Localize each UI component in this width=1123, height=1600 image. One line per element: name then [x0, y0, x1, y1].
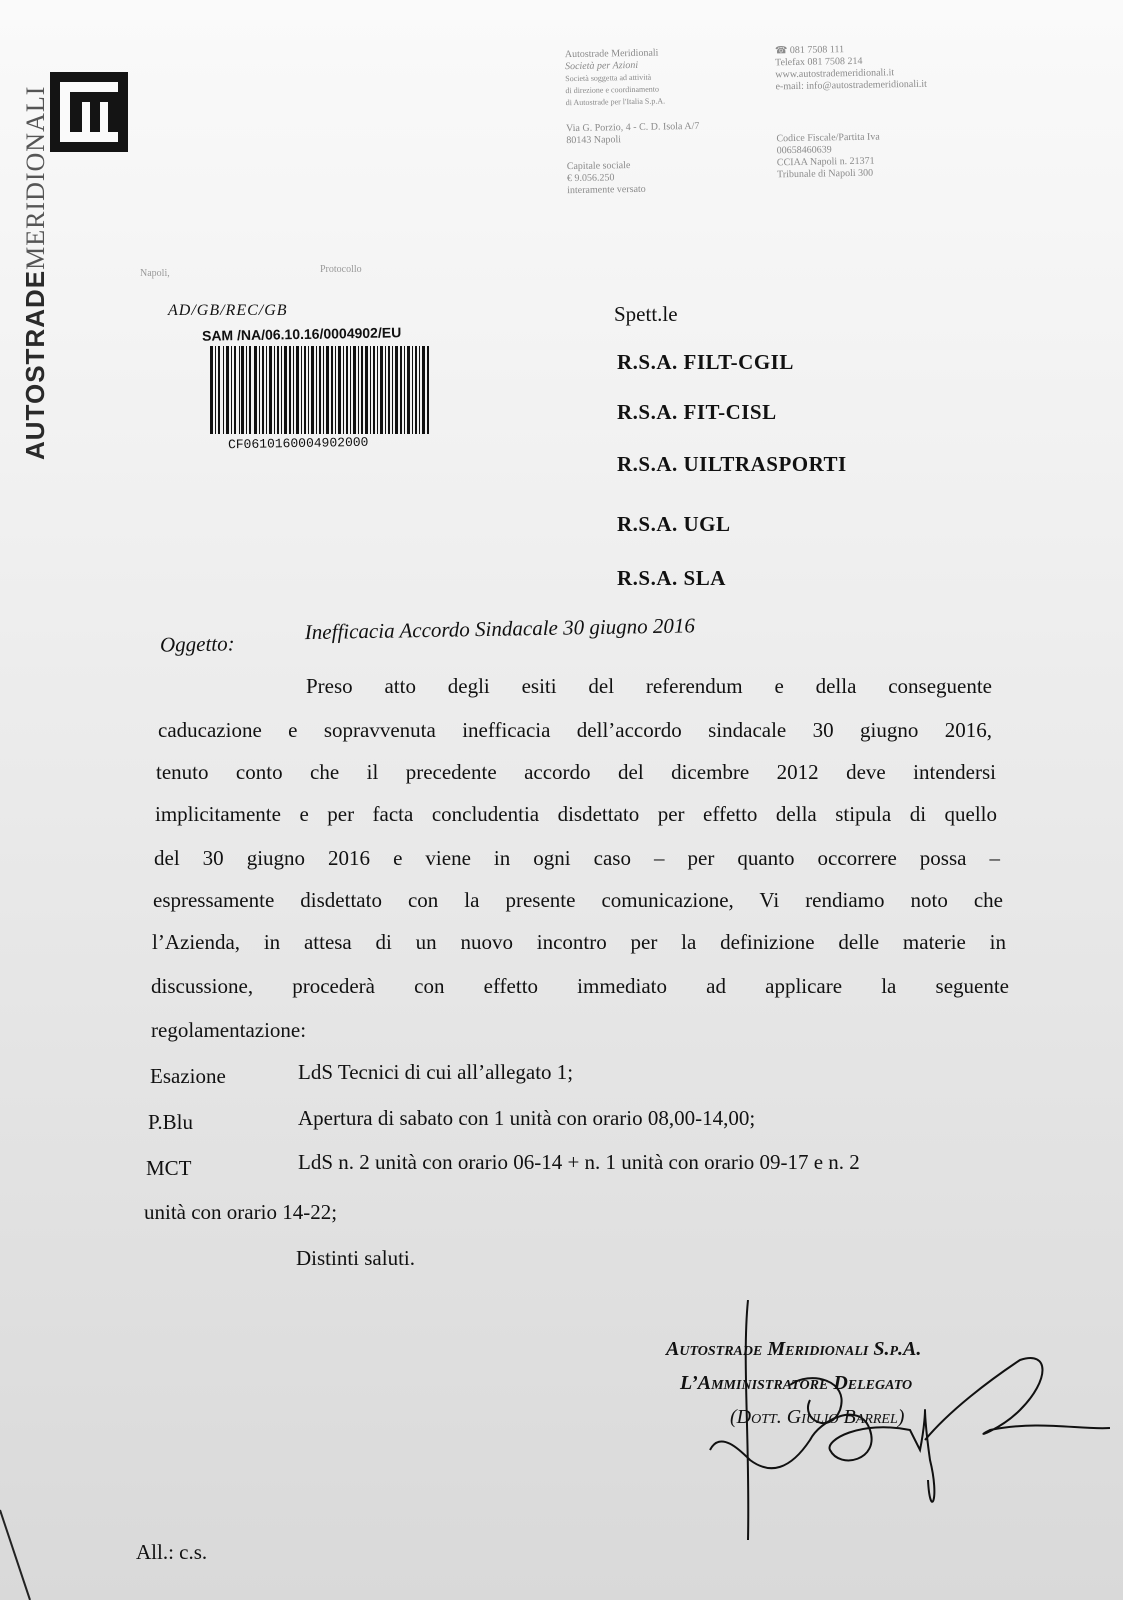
subject-label: Oggetto: — [159, 631, 235, 657]
body-line: caducazione e sopravvenuta inefficacia dell’accordo sindacale 30 giugno 2016, — [158, 718, 992, 742]
addressee-3: R.S.A. UILTRASPORTI — [617, 452, 847, 476]
handwritten-signature — [690, 1300, 1110, 1540]
page-edge-mark — [0, 1500, 40, 1600]
addressee-4: R.S.A. UGL — [617, 512, 731, 536]
body-line: del 30 giugno 2016 e viene in ogni caso – per quanto occorrere possa – — [154, 846, 1000, 870]
company-logo-icon — [50, 72, 128, 152]
header-company-info: Autostrade Meridionali Società per Azioni Società soggetta ad attività di direzione e coordinamento di Autostrade per l'Italia S.p.A. Via G. Porzio, 4 - C. D. Isola A/7 80143 Napoli Capitale sociale € 9.056.250 interamente versato — [564, 47, 700, 197]
protocol-number: SAM /NA/06.10.16/0004902/EU — [201, 324, 402, 344]
barcode-number: CF0610160004902000 — [227, 434, 369, 453]
regulation-text: Apertura di sabato con 1 unità con orario 08,00-14,00; — [298, 1106, 756, 1130]
body-line: Preso atto degli esiti del referendum e della conseguente — [306, 674, 992, 698]
body-line: espressamente disdettato con la presente comunicazione, Vi rendiamo noto che — [153, 888, 1003, 912]
regulation-label: Esazione — [150, 1064, 226, 1088]
regulation-text: LdS n. 2 unità con orario 06-14 + n. 1 unità con orario 09-17 e n. 2 — [298, 1150, 860, 1174]
addressee-1: R.S.A. FILT-CGIL — [617, 350, 794, 374]
barcode-icon — [210, 346, 430, 438]
regulation-text: LdS Tecnici di cui all’allegato 1; — [298, 1060, 574, 1084]
napoli-label: Napoli, — [140, 268, 170, 279]
regulation-continuation: unità con orario 14-22; — [144, 1200, 338, 1224]
signature-name: (Dott. Giulio Barrel) — [730, 1406, 905, 1428]
addressee-2: R.S.A. FIT-CISL — [617, 400, 777, 424]
attachments-note: All.: c.s. — [136, 1540, 208, 1564]
reference-code: AD/GB/REC/GB — [168, 302, 288, 319]
brand-bold-text: AUTOSTRADE — [20, 269, 50, 460]
addressee-5: R.S.A. SLA — [617, 566, 726, 590]
subject-text: Inefficacia Accordo Sindacale 30 giugno 2016 — [304, 613, 696, 645]
header-contact-info: ☎ 081 7508 111 Telefax 081 7508 214 www.autostrademeridionali.it e-mail: info@autostrademeridionali.it Codice Fiscale/Partita Iva 00658460639 CCIAA Napoli n. 21371 Tribunale di Napoli 300 — [774, 44, 928, 181]
signature-role: L’Amministratore Delegato — [680, 1372, 913, 1394]
body-line: tenuto conto che il precedente accordo del dicembre 2012 deve intendersi — [156, 760, 996, 784]
body-last-line: regolamentazione: — [151, 1018, 307, 1042]
body-line: implicitamente e per facta concludentia disdettato per effetto della stipula di quello — [155, 802, 997, 826]
subject — [159, 613, 696, 657]
regulation-label: MCT — [146, 1156, 192, 1180]
body-line: l’Azienda, in attesa di un nuovo incontro per la definizione delle materie in — [152, 930, 1006, 954]
side-brand-vertical — [0, 40, 50, 460]
salutation: Spett.le — [614, 302, 678, 326]
brand-light-text: MERIDIONALI — [21, 85, 50, 270]
regulation-label: P.Blu — [148, 1110, 193, 1134]
protocollo-label: Protocollo — [320, 264, 362, 275]
body-line: discussione, procederà con effetto immediato ad applicare la seguente — [151, 974, 1009, 998]
signature-company: Autostrade Meridionali S.p.A. — [666, 1338, 922, 1360]
closing: Distinti saluti. — [296, 1246, 416, 1270]
